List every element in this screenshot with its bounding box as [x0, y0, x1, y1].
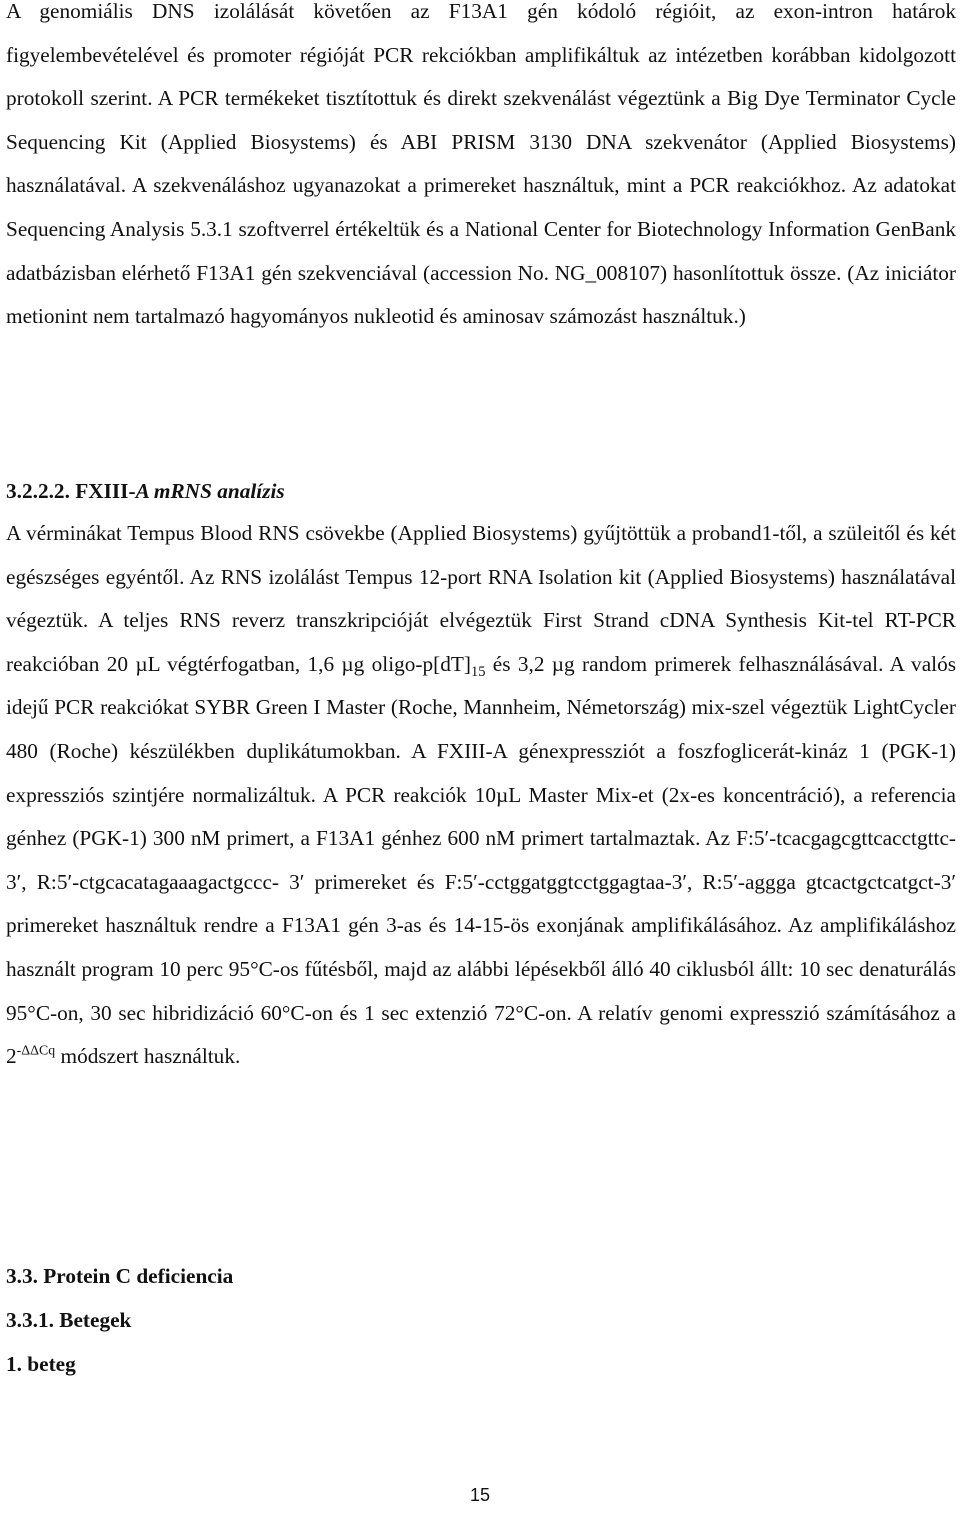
paragraph-dna-sequencing: A genomiális DNS izolálását követően az F13A1 gén kódoló régióit, az exon-intron határok figyelembevételével és promoter régióját PCR rekciókban amplifikáltuk az intézetben korábban kidolgozott protokoll szerint. A PCR termékeket tisztítottuk és direkt szekvenálást végeztünk a Big Dye Terminator Cycle Sequencing Kit (Applied Biosystems) és ABI PRISM 3130 DNA szekvenátor (Applied Biosystems) használatával. A szekvenáláshoz ugyanazokat a primereket használtuk, mint a PCR reakciókhoz. Az adatokat Sequencing Analysis 5.3.1 szoftverrel értékeltük és a National Center for Biotechnology Information GenBank adatbázisban elérhető F13A1 gén szekvenciával (accession No. NG_008107) hasonlítottuk össze. (Az iniciátor metionint nem tartalmazó hagyományos nukleotid és aminosav számozást használtuk.) — [6, 0, 956, 329]
section-heading-italic: A mRNS analízis — [135, 479, 285, 503]
page-number: 15 — [469, 1485, 491, 1505]
section-heading-number: 3.2.2.2. FXIII- — [6, 479, 136, 503]
paragraph-mrna-analysis — [6, 512, 956, 1079]
section-heading-protein-c: 3.3. Protein C deficiencia — [6, 1264, 234, 1288]
section-heading-betegek: 3.3.1. Betegek — [6, 1308, 132, 1332]
paragraph-text-part-3: módszert használtuk. — [55, 1044, 241, 1069]
section-heading-beteg-1: 1. beteg — [6, 1352, 76, 1376]
paragraph-text-part-2: és 3,2 µg random primerek felhasználásával. A valós idejű PCR reakciókat SYBR Green I Master (Roche, Mannheim, Németország) mix-szel végeztük LightCycler 480 (Roche) készülékben duplikátumokban. A FXIII-A génexpressziót a foszfoglicerát-kináz 1 (PGK-1) expressziós szintjére normalizáltuk. A PCR reakciók 10µL Master Mix-et (2x-es koncentráció), a referencia génhez (PGK-1) 300 nM primert, a F13A1 génhez 600 nM primert tartalmaztak. Az F:5′-tcacgagcgttcacctgttc-3′, R:5′-ctgcacatagaaagactgccc- 3′ primereket és F:5′-cctggatggtcctggagtaa-3′, R:5′-aggga gtcactgctcatgct-3′ primereket használtuk rendre a F13A1 gén 3-as és 14-15-ös exonjának amplifikálásához. Az amplifikáláshoz használt program 10 perc 95°C-os fűtésből, majd az alábbi lépésekből álló 40 ciklusból állt: 10 sec denaturálás 95°C-on, 30 sec hibridizáció 60°C-on és 1 sec extenzió 72°C-on. A relatív genomi expresszió számításához a 2 — [6, 651, 957, 1069]
subscript-15: 15 — [471, 663, 486, 680]
section-heading-fxiii-mrna — [6, 476, 285, 506]
superscript-ddcq: -ΔΔCq — [16, 1042, 56, 1058]
paragraph-text-part-1: A vérminákat Tempus Blood RNS csövekbe (Applied Biosystems) gyűjtöttük a proband1-től, a szüleitől és két egészséges egyéntől. Az RNS izolálást Tempus 12-port RNA Isolation kit (Applied Biosystems) használatával végeztük. A teljes RNS reverz transzkripcióját elvégeztük First Strand cDNA Synthesis Kit-tel RT-PCR reakcióban 20 µL végtérfogatban, 1,6 µg oligo-p[dT] — [6, 521, 956, 676]
